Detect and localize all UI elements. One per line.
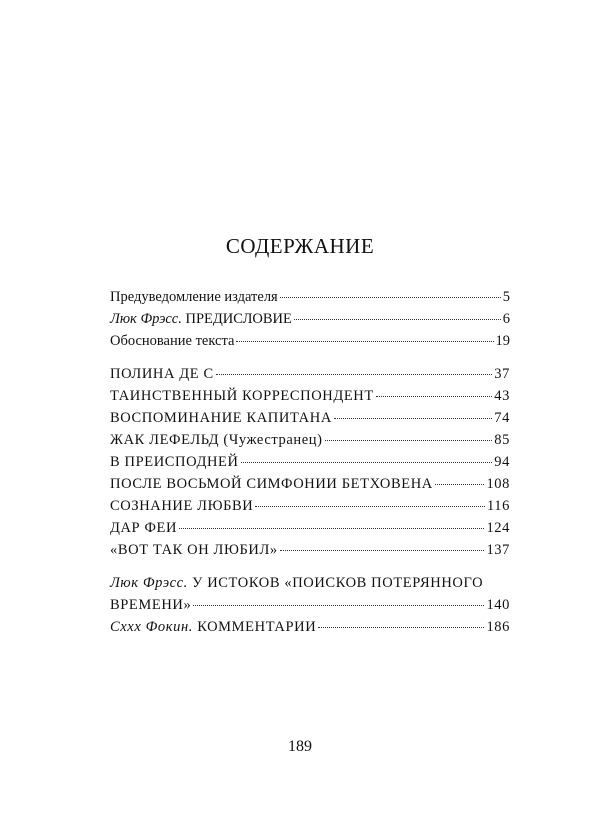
leader-dots: [294, 319, 501, 320]
toc-entry-page: 94: [494, 454, 510, 470]
toc-entry-page: 5: [502, 289, 510, 305]
toc-entry-second-line: [110, 594, 510, 616]
leader-dots: [435, 484, 485, 485]
leader-dots: [216, 374, 493, 375]
toc-entry-story[interactable]: [110, 473, 510, 495]
toc-entry-story[interactable]: [110, 495, 510, 517]
toc-entry-title: У ИСТОКОВ «ПОИСКОВ ПОТЕРЯННОГО: [192, 575, 484, 591]
toc-entry-first-line: [110, 572, 510, 594]
toc-entry-author: Сххх Фокин.: [110, 619, 193, 635]
toc-entry-page: 19: [495, 333, 510, 349]
leader-dots: [280, 550, 485, 551]
leader-dots: [193, 605, 484, 606]
toc-entry-page: 137: [486, 542, 510, 558]
toc-entry-label: «ВОТ ТАК ОН ЛЮБИЛ»: [110, 542, 278, 558]
toc-entry-page: 124: [486, 520, 510, 536]
toc-entry-label: ЖАК ЛЕФЕЛЬД (Чужестранец): [110, 432, 323, 448]
leader-dots: [325, 440, 493, 441]
toc-entry-story[interactable]: [110, 451, 510, 473]
toc-entry-label: [110, 308, 292, 330]
toc-entry-page: 140: [486, 597, 510, 613]
toc-entry-title: КОММЕНТАРИИ: [197, 619, 317, 635]
toc-entry-page: 85: [494, 432, 510, 448]
leader-dots: [376, 396, 492, 397]
toc-entry-text-rationale[interactable]: [110, 330, 510, 352]
toc-entry-commentary[interactable]: [110, 616, 510, 638]
toc-entry-story[interactable]: [110, 407, 510, 429]
toc-entry-story[interactable]: [110, 539, 510, 561]
toc-title: СОДЕРЖАНИЕ: [225, 234, 375, 258]
toc-entry-label: Предуведомление издателя: [110, 289, 278, 305]
toc-entry-label: ПОСЛЕ ВОСЬМОЙ СИМФОНИИ БЕТХОВЕНА: [110, 476, 433, 492]
leader-dots: [179, 528, 484, 529]
toc-entry-page: 74: [494, 410, 510, 426]
toc-entry-label: СОЗНАНИЕ ЛЮБВИ: [110, 498, 254, 514]
leader-dots: [318, 627, 484, 628]
toc-entry-label: ДАР ФЕИ: [110, 520, 178, 536]
toc-entry-author: Люк Фрэсс.: [110, 575, 188, 591]
toc-entry-story[interactable]: [110, 363, 510, 385]
toc-entry-story[interactable]: [110, 385, 510, 407]
toc-entry-label: ВОСПОМИНАНИЕ КАПИТАНА: [110, 410, 332, 426]
leader-dots: [236, 341, 493, 342]
toc-entry-title-cont: ВРЕМЕНИ»: [110, 597, 192, 613]
toc-entry-page: 6: [502, 311, 510, 327]
leader-dots: [241, 462, 493, 463]
page-number: 189: [288, 738, 312, 755]
toc-entry-page: 186: [486, 619, 510, 635]
leader-dots: [334, 418, 492, 419]
toc-entry-title: ПРЕДИСЛОВИЕ: [185, 311, 292, 327]
toc-entry-page: 108: [486, 476, 510, 492]
table-of-contents: [110, 286, 510, 638]
leader-dots: [280, 297, 501, 298]
toc-entry-author: Люк Фрэсс.: [110, 311, 182, 327]
toc-entry-label: ПОЛИНА ДЕ С: [110, 366, 214, 382]
toc-entry-label: [110, 616, 316, 638]
leader-dots: [255, 506, 485, 507]
toc-entry-page: 43: [494, 388, 510, 404]
toc-entry-story[interactable]: [110, 517, 510, 539]
toc-entry-story[interactable]: [110, 429, 510, 451]
toc-entry-label: Обоснование текста: [110, 333, 235, 349]
toc-entry-label: ТАИНСТВЕННЫЙ КОРРЕСПОНДЕНТ: [110, 388, 374, 404]
toc-entry-page: 116: [486, 498, 510, 514]
toc-entry-page: 37: [494, 366, 510, 382]
toc-entry-publisher-note[interactable]: [110, 286, 510, 308]
toc-entry-preface[interactable]: [110, 308, 510, 330]
toc-entry-label: В ПРЕИСПОДНЕЙ: [110, 454, 239, 470]
toc-entry-origins[interactable]: [110, 572, 510, 616]
